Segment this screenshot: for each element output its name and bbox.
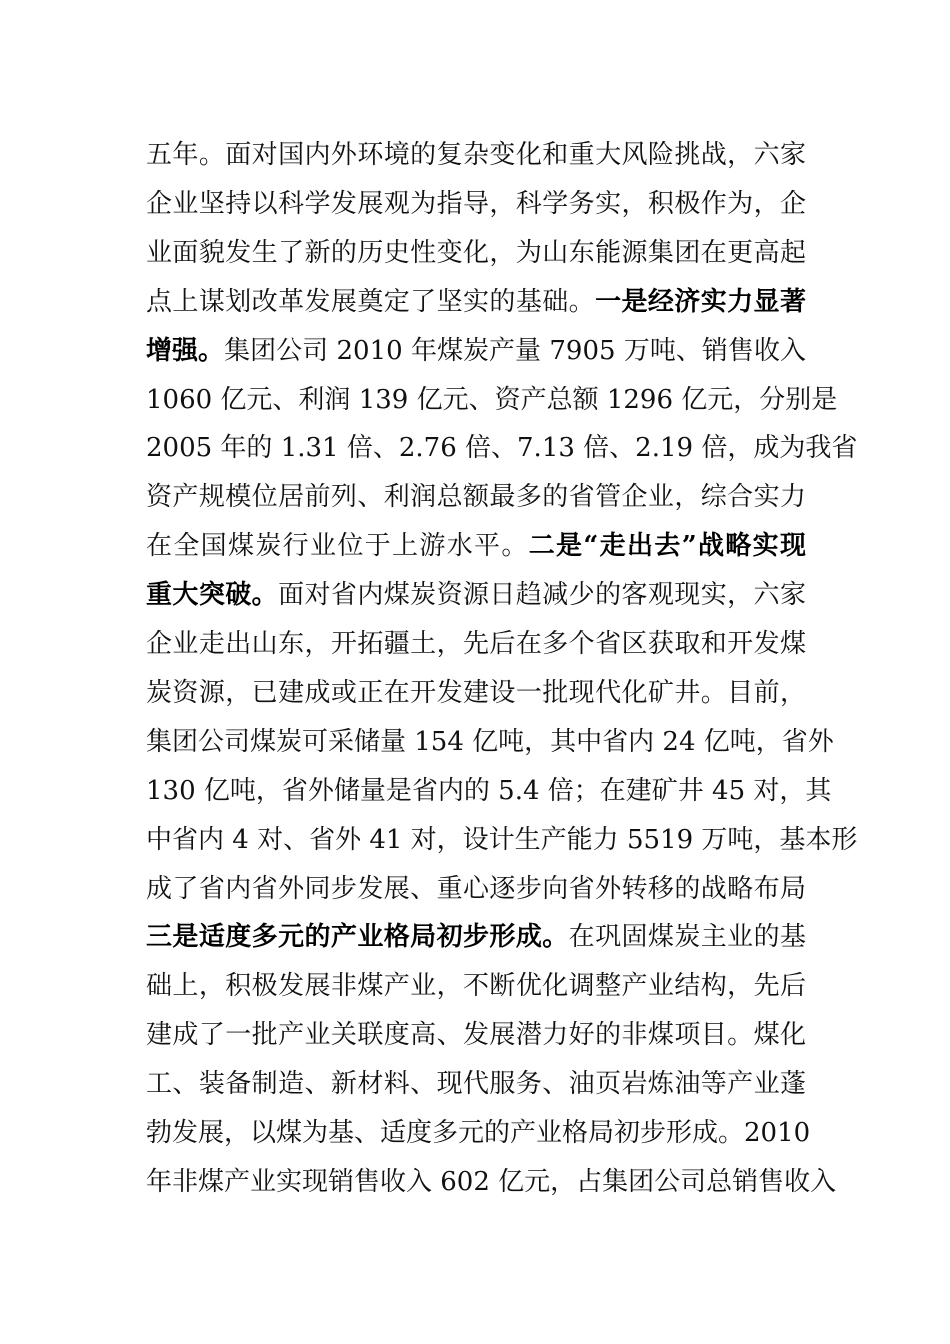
text-line — [146, 178, 806, 230]
text-line — [146, 814, 858, 866]
text-segment: 2005 年的 1.31 倍、2.76 倍、7.13 倍、2.19 倍，成为我省 — [146, 433, 858, 464]
text-line — [146, 325, 806, 377]
text-line — [146, 520, 806, 572]
text-line — [146, 569, 806, 621]
text-segment: 企业坚持以科学发展观为指导，科学务实，积极作为，企 — [146, 188, 806, 219]
text-segment: 建成了一批产业关联度高、发展潜力好的非煤项目。煤化 — [146, 1020, 806, 1051]
text-line — [146, 227, 806, 279]
text-segment: 在巩固煤炭主业的基 — [568, 922, 806, 953]
bold-text-segment: 二是“走出去”战略实现 — [528, 531, 806, 562]
text-line — [146, 618, 806, 670]
text-segment: 工、装备制造、新材料、现代服务、油页岩炼油等产业蓬 — [146, 1069, 806, 1100]
text-line — [146, 667, 806, 719]
text-line — [146, 911, 806, 963]
text-segment: 在全国煤炭行业位于上游水平。 — [146, 531, 529, 562]
text-line — [146, 716, 834, 768]
text-segment: 130 亿吨，省外储量是省内的 5.4 倍；在建矿井 45 对，其 — [146, 775, 832, 806]
text-segment: 年非煤产业实现销售收入 602 亿元，占集团公司总销售收入 — [146, 1166, 837, 1197]
text-line — [146, 960, 806, 1012]
bold-text-segment: 增强。 — [146, 335, 225, 366]
text-segment: 业面貌发生了新的历史性变化，为山东能源集团在更高起 — [146, 237, 806, 268]
text-segment: 中省内 4 对、省外 41 对，设计生产能力 5519 万吨，基本形 — [146, 824, 858, 855]
bold-text-segment: 三是适度多元的产业格局初步形成。 — [146, 922, 569, 953]
text-line — [146, 765, 832, 817]
text-line — [146, 1156, 837, 1208]
text-line — [146, 1107, 811, 1159]
text-segment: 础上，积极发展非煤产业，不断优化调整产业结构，先后 — [146, 971, 806, 1002]
text-line — [146, 1058, 806, 1110]
text-segment: 面对省内煤炭资源日趋减少的客观现实，六家 — [278, 580, 806, 611]
text-line — [146, 863, 806, 915]
text-segment: 资产规模位居前列、利润总额最多的省管企业，综合实力 — [146, 482, 806, 513]
bold-text-segment: 一是经济实力显著 — [595, 286, 806, 317]
text-segment: 点上谋划改革发展奠定了坚实的基础。 — [146, 286, 596, 317]
text-segment: 集团公司 2010 年煤炭产量 7905 万吨、销售收入 — [224, 335, 806, 366]
text-segment: 1060 亿元、利润 139 亿元、资产总额 1296 亿元，分别是 — [146, 384, 838, 415]
text-line — [146, 1009, 806, 1061]
text-line — [146, 276, 806, 328]
text-line — [146, 422, 858, 474]
text-segment: 企业走出山东，开拓疆土，先后在多个省区获取和开发煤 — [146, 629, 806, 659]
text-line — [146, 374, 838, 426]
text-segment: 成了省内省外同步发展、重心逐步向省外转移的战略布局 — [146, 873, 806, 904]
text-line — [146, 129, 806, 181]
text-segment: 集团公司煤炭可采储量 154 亿吨，其中省内 24 亿吨，省外 — [146, 726, 834, 757]
text-segment: 五年。面对国内外环境的复杂变化和重大风险挑战，六家 — [146, 140, 806, 170]
bold-text-segment: 重大突破。 — [146, 580, 279, 611]
text-line — [146, 471, 806, 523]
text-segment: 炭资源，已建成或正在开发建设一批现代化矿井。目前， — [146, 677, 806, 708]
text-segment: 勃发展，以煤为基、适度多元的产业格局初步形成。2010 — [146, 1118, 811, 1148]
